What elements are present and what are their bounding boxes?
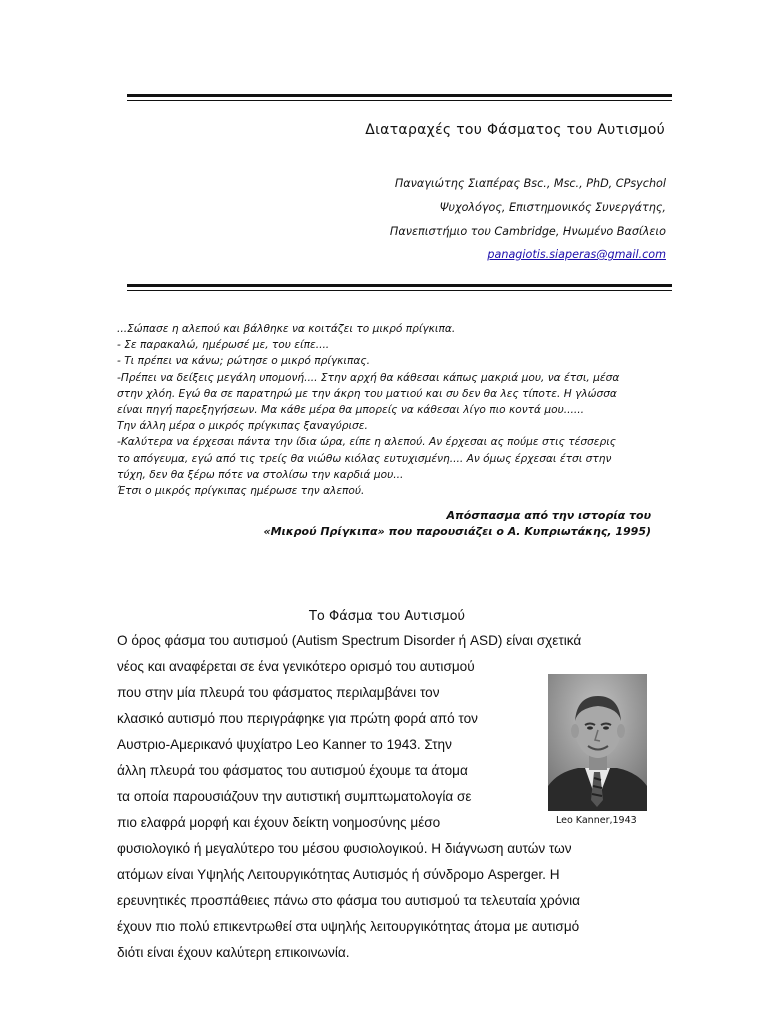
quote-line: Έτσι ο μικρός πρίγκιπας ημέρωσε την αλεπού.: [117, 485, 365, 498]
author-affiliation: Πανεπιστήμιο του Cambridge, Ηνωμένο Βασίλειο: [389, 225, 666, 238]
quote-line: ...Σώπασε η αλεπού και βάλθηκε να κοιτάζει το μικρό πρίγκιπα.: [117, 323, 456, 335]
quote-line: Την άλλη μέρα ο μικρός πρίγκιπας ξαναγύρισε.: [117, 420, 368, 433]
quote-line: -Καλύτερα να έρχεσαι πάντα την ίδια ώρα, είπε η αλεπού. Αν έρχεσαι ας πούμε στις τέσσερις: [117, 436, 617, 449]
body-line: πιο ελαφρά μορφή και έχουν δείκτη νοημοσύνης μέσο: [117, 815, 441, 830]
body-line: [117, 633, 650, 648]
portrait-illustration: [548, 674, 647, 811]
body-line: νέος και αναφέρεται σε ένα γενικότερο ορισμό του αυτισμού: [117, 659, 475, 674]
author-role: Ψυχολόγος, Επιστημονικός Συνεργάτης,: [439, 201, 666, 214]
quote-block: [117, 321, 657, 499]
header-bottom-rule: [127, 284, 672, 291]
quote-line: το απόγευμα, εγώ από τις τρείς θα νιώθω κιόλας ευτυχισμένη.... Αν όμως έρχεσαι έτσι στην: [117, 452, 612, 465]
body-text: Ο όρος φάσμα του αυτισμού (Autism Spectrum Disorder ή ASD) είναι σχετικά: [117, 633, 582, 648]
body-line: ερευνητικές προσπάθειες πάνω στο φάσμα του αυτισμού τα τελευταία χρόνια: [117, 893, 580, 908]
author-email-link[interactable]: panagiotis.siaperas@gmail.com: [487, 248, 666, 261]
quote-line: - Σε παρακαλώ, ημέρωσέ με, του είπε....: [117, 339, 330, 352]
quote-line: -Πρέπει να δείξεις μεγάλη υπομονή.... Στην αρχή θα κάθεσαι κάπως μακριά μου, να έτσι, μέσα: [117, 371, 620, 384]
body-line: φυσιολογικό ή μεγαλύτερο του μέσου φυσιολογικού. Η διάγνωση αυτών των: [117, 841, 572, 856]
body-line: άλλη πλευρά του φάσματος του αυτισμού έχουμε τα άτομα: [117, 763, 468, 778]
body-line: έχουν πιο πολύ επικεντρωθεί στα υψηλής λειτουργικότητας άτομα με αυτισμό: [117, 919, 580, 934]
quote-source-line-1: Απόσπασμα από την ιστορία του: [446, 509, 651, 522]
quote-line: είναι πηγή παρεξηγήσεων. Μα κάθε μέρα θα μπορείς να κάθεσαι λίγο πιο κοντά μου......: [117, 404, 584, 417]
author-name: Παναγιώτης Σιαπέρας Bsc., Msc., PhD, CPsychol: [394, 177, 666, 190]
section-title: Το Φάσμα του Αυτισμού: [308, 609, 466, 624]
body-line: ατόμων είναι Υψηλής Λειτουργικότητας Αυτισμός ή σύνδρομο Asperger. Η: [117, 867, 560, 882]
body-line: τα οποία παρουσιάζουν την αυτιστική συμπτωματολογία σε: [117, 789, 472, 804]
body-line: Αυστριο-Αμερικανό ψυχίατρο Leo Kanner το 1943. Στην: [117, 737, 452, 752]
body-line: που στην μία πλευρά του φάσματος περιλαμβάνει τον: [117, 685, 440, 700]
body-line: διότι είναι έχουν καλύτερη επικοινωνία.: [117, 945, 350, 960]
quote-source-line-2: «Μικρού Πρίγκιπα» που παρουσιάζει ο Α. Κυπριωτάκης, 1995): [263, 525, 651, 538]
quote-line: στην χλόη. Εγώ θα σε παρατηρώ με την άκρη του ματιού και συ δεν θα λες τίποτε. Η γλώσσα: [117, 387, 617, 400]
body-line: κλασικό αυτισμό που περιγράφηκε για πρώτη φορά από τον: [117, 711, 478, 726]
top-rule: [127, 94, 672, 101]
leo-kanner-portrait-photo: [548, 674, 647, 811]
quote-line: τύχη, δεν θα ξέρω πότε να στολίσω την καρδιά μου...: [117, 468, 404, 481]
photo-caption: Leo Kanner,1943: [556, 815, 637, 826]
document-title: Διαταραχές του Φάσματος του Αυτισμού: [365, 122, 665, 138]
quote-line: - Τι πρέπει να κάνω; ρώτησε ο μικρό πρίγκιπας.: [117, 355, 370, 368]
